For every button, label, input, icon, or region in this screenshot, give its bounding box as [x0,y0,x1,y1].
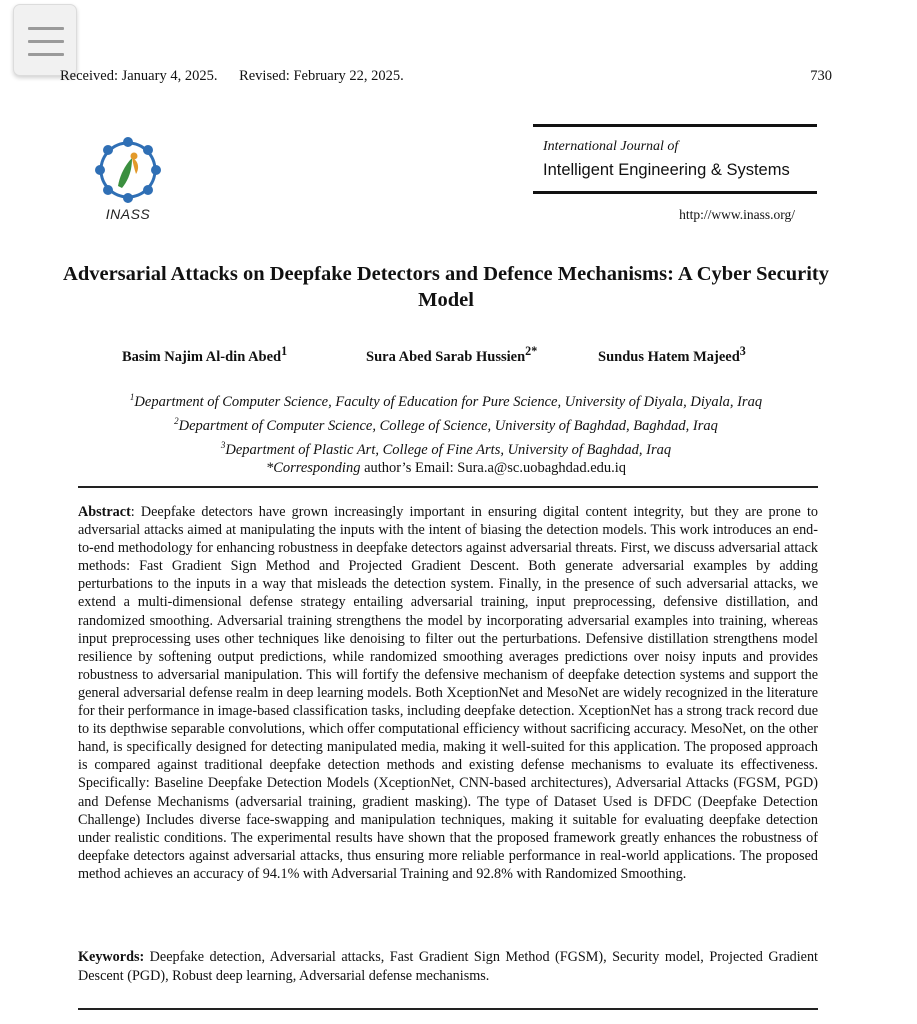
affiliation-text: Department of Computer Science, College of Science, University of Baghdad, Baghdad, Iraq [178,417,718,434]
affiliation-sup: 1 [129,392,135,402]
affiliation-2 [60,412,832,436]
affiliation-text: Department of Plastic Art, College of Fine Arts, University of Baghdad, Iraq [225,441,672,458]
paper-title: Adversarial Attacks on Deepfake Detectors and Defence Mechanisms: A Cyber Security Model [63,263,829,311]
corresponding-email: author’s Email: Sura.a@sc.uobaghdad.edu.iq [360,460,627,477]
keywords-label: Keywords: [78,949,145,965]
author-2 [366,344,537,366]
author-name: Basim Najim Al-din Abed [122,348,282,365]
affiliation-3 [60,436,832,460]
author-sup: 1 [281,344,288,358]
menu-icon-bar-2 [28,40,64,43]
journal-masthead [533,124,817,194]
affiliation-1 [60,388,832,412]
corresponding-author [60,459,832,478]
author-list [60,344,832,366]
author-3 [598,344,746,366]
running-header [60,66,832,86]
affiliation-text: Department of Computer Science, Faculty of Education for Pure Science, University of Diyala, Diyala, Iraq [134,393,763,410]
menu-icon [28,27,64,30]
page-number: 730 [810,68,832,84]
inass-logo-icon [88,134,168,206]
author-name: Sundus Hatem Majeed [598,348,740,365]
revised-date: Revised: February 22, 2025. [239,68,404,84]
abstract [78,503,818,883]
inass-logo [88,134,168,224]
affiliation-sup: 2 [174,415,179,426]
journal-name: Intelligent Engineering & Systems [543,161,790,179]
received-date: Received: January 4, 2025. [60,68,218,84]
journal-of-line: International Journal of [543,139,679,154]
journal-url-link[interactable]: http://www.inass.org/ [679,207,795,222]
author-sup: 2* [525,344,538,358]
affiliations [60,388,832,478]
keywords [78,948,818,985]
keywords-text: Deepfake detection, Adversarial attacks, Fast Gradient Sign Method (FGSM), Security model, Projected Gradient Descent (PGD), Robust deep learning, Adversarial defense mechanisms. [78,949,818,984]
bottom-divider [78,1008,818,1010]
logo-text: INASS [105,206,151,222]
top-divider [78,486,818,488]
abstract-label: Abstract [78,504,131,520]
author-name: Sura Abed Sarab Hussien [366,348,526,365]
abstract-text: : Deepfake detectors have grown increasingly important in ensuring digital content integrity, but they are prone to adversarial attacks aimed at manipulating the inputs with the intent of biasing the detection models. This work introduces an end-to-end methodology for enhancing robustness in deepfake detectors against adversarial threats. First, we discuss adversarial attack methods: Fast Gradient Sign Method and Projected Gradient Descent. Both generate adversarial examples by adding perturbations to the inputs in a way that misleads the detection system. Finally, in the presence of such adversarial attacks, we extend a multi-dimensional defense strategy entailing adversarial training, input preprocessing, defensive distillation, and randomized smoothing. Adversarial training strengthens the model by incorporating adversarial examples into training, whereas input preprocessing uses other techniques like denoising to filter out the perturbations. Defensive distillation strengthens model resilience by softening output predictions, while randomized smoothing averages predictions over noisy inputs and provides robustness to adversarial manipulation. This will fortify the defensive mechanism of deepfake detection systems and support the general adversarial defense realm in deep learning models. Both XceptionNet and MesoNet are widely recognized in the literature for their performance in image-based classification tasks, including deepfake detection. XceptionNet has a strong track record due to its depthwise separable convolutions, which offer computational efficiency without sacrificing accuracy. MesoNet, on the other hand, is specifically designed for detecting manipulated media, making it well-suited for this application. The proposed approach is compared against traditional deepfake detection methods and existing defense mechanisms to evaluate its effectiveness. Specifically: Baseline Deepfake Detection Models (XceptionNet, CNN-based architectures), Adversarial Attacks (FGSM, PGD) and Defense Mechanisms (adversarial training, gradient masking). The type of Dataset Used is DFDC (Deepfake Detection Challenge) Includes diverse face-swapping and manipulation techniques, making it suitable for evaluating deepfake detection under realistic conditions. The experimental results have shown that the proposed framework greatly enhances the robustness of deepfake detectors against adversarial attacks, thus ensuring more reliable performance in real-world applications. The proposed method achieves an accuracy of 94.1% with Adversarial Training and 92.8% with Randomized Smoothing. [78,504,818,882]
author-1 [122,344,287,366]
corresponding-label: *Corresponding [265,460,361,477]
menu-icon-bar-3 [28,53,64,56]
affiliation-sup: 3 [220,439,226,450]
author-sup: 3 [739,344,746,358]
